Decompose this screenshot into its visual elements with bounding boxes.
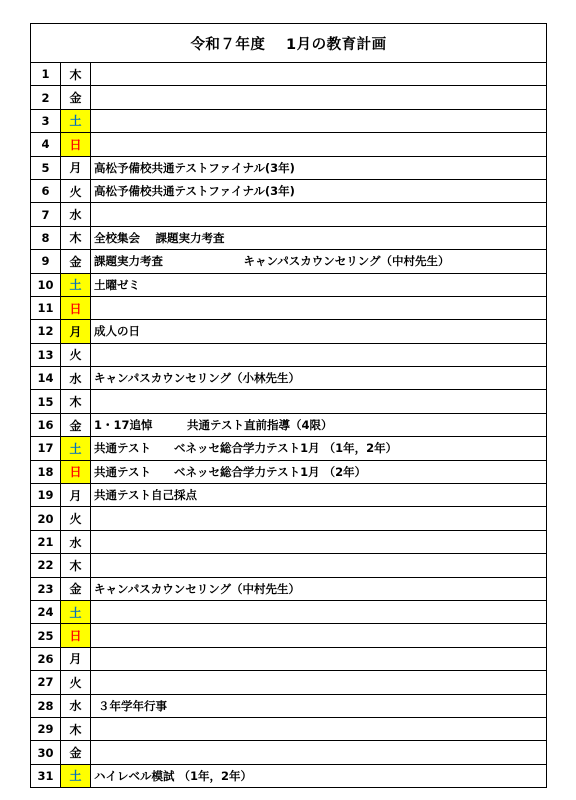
day-of-week: 月 [61,156,91,179]
day-number: 28 [31,694,61,717]
day-number: 20 [31,507,61,530]
event-text [91,647,547,670]
event-text: 共通テスト ベネッセ総合学力テスト1月 （2年） [91,460,547,483]
education-plan-sheet [30,23,546,788]
day-number: 17 [31,437,61,460]
day-of-week: 木 [61,63,91,86]
day-row [31,717,547,740]
day-of-week: 水 [61,367,91,390]
event-text: キャンパスカウンセリング（中村先生） [91,577,547,600]
day-number: 26 [31,647,61,670]
day-of-week: 月 [61,647,91,670]
event-text [91,717,547,740]
day-of-week: 水 [61,530,91,553]
day-number: 21 [31,530,61,553]
day-number: 24 [31,600,61,623]
event-text: キャンパスカウンセリング（小林先生） [91,367,547,390]
event-text [91,390,547,413]
event-text: 共通テスト ベネッセ総合学力テスト1月 （1年，2年） [91,437,547,460]
day-of-week: 土 [61,764,91,787]
day-row [31,390,547,413]
day-of-week: 金 [61,413,91,436]
day-row [31,413,547,436]
event-text [91,600,547,623]
day-row [31,624,547,647]
day-row [31,507,547,530]
event-text: 全校集会 課題実力考査 [91,226,547,249]
day-number: 6 [31,179,61,202]
event-text [91,203,547,226]
day-row [31,367,547,390]
day-of-week: 火 [61,343,91,366]
day-row [31,273,547,296]
day-row [31,179,547,202]
day-row [31,530,547,553]
day-number: 15 [31,390,61,413]
event-text [91,86,547,109]
day-number: 12 [31,320,61,343]
day-of-week: 水 [61,694,91,717]
event-text [91,507,547,530]
day-of-week: 土 [61,437,91,460]
event-text [91,741,547,764]
day-of-week: 土 [61,600,91,623]
day-of-week: 金 [61,250,91,273]
day-number: 4 [31,133,61,156]
day-row [31,250,547,273]
day-row [31,764,547,787]
day-number: 13 [31,343,61,366]
page-title: 令和７年度 1月の教育計画 [31,24,547,63]
day-row [31,671,547,694]
day-of-week: 日 [61,133,91,156]
event-text [91,63,547,86]
day-of-week: 月 [61,320,91,343]
day-row [31,133,547,156]
event-text [91,554,547,577]
day-of-week: 金 [61,741,91,764]
day-of-week: 火 [61,507,91,530]
day-row [31,554,547,577]
day-number: 11 [31,296,61,319]
day-number: 25 [31,624,61,647]
event-text: 高松予備校共通テストファイナル(3年) [91,156,547,179]
day-row [31,203,547,226]
event-text [91,109,547,132]
day-of-week: 木 [61,390,91,413]
event-text: 1・17追悼 共通テスト直前指導（4限） [91,413,547,436]
day-number: 22 [31,554,61,577]
day-row [31,437,547,460]
day-number: 23 [31,577,61,600]
day-row [31,600,547,623]
event-text: 土曜ゼミ [91,273,547,296]
day-number: 1 [31,63,61,86]
day-number: 16 [31,413,61,436]
day-row [31,577,547,600]
day-rows [31,63,547,788]
event-text [91,133,547,156]
day-number: 14 [31,367,61,390]
day-number: 3 [31,109,61,132]
day-row [31,296,547,319]
day-row [31,63,547,86]
day-number: 2 [31,86,61,109]
day-of-week: 木 [61,717,91,740]
day-of-week: 木 [61,554,91,577]
event-text: ３年学年行事 [91,694,547,717]
day-of-week: 日 [61,296,91,319]
event-text: 共通テスト自己採点 [91,484,547,507]
day-of-week: 木 [61,226,91,249]
event-text [91,343,547,366]
event-text [91,624,547,647]
day-number: 10 [31,273,61,296]
day-row [31,156,547,179]
day-of-week: 日 [61,624,91,647]
event-text: 課題実力考査 キャンパスカウンセリング（中村先生） [91,250,547,273]
day-row [31,741,547,764]
day-number: 5 [31,156,61,179]
day-number: 31 [31,764,61,787]
day-row [31,86,547,109]
event-text [91,671,547,694]
day-row [31,226,547,249]
day-of-week: 火 [61,179,91,202]
day-of-week: 土 [61,109,91,132]
day-number: 27 [31,671,61,694]
event-text [91,530,547,553]
event-text: 高松予備校共通テストファイナル(3年) [91,179,547,202]
title-row [31,24,547,63]
day-of-week: 金 [61,577,91,600]
day-row [31,320,547,343]
day-row [31,647,547,670]
event-text: 成人の日 [91,320,547,343]
day-of-week: 火 [61,671,91,694]
day-of-week: 日 [61,460,91,483]
day-of-week: 土 [61,273,91,296]
day-row [31,460,547,483]
day-number: 8 [31,226,61,249]
day-row [31,694,547,717]
day-number: 29 [31,717,61,740]
day-row [31,484,547,507]
day-row [31,109,547,132]
day-number: 30 [31,741,61,764]
event-text [91,296,547,319]
day-number: 9 [31,250,61,273]
day-of-week: 金 [61,86,91,109]
day-of-week: 月 [61,484,91,507]
day-number: 18 [31,460,61,483]
day-row [31,343,547,366]
day-number: 19 [31,484,61,507]
day-of-week: 水 [61,203,91,226]
day-number: 7 [31,203,61,226]
monthly-plan-table [30,23,547,788]
event-text: ハイレベル模試 （1年，2年） [91,764,547,787]
